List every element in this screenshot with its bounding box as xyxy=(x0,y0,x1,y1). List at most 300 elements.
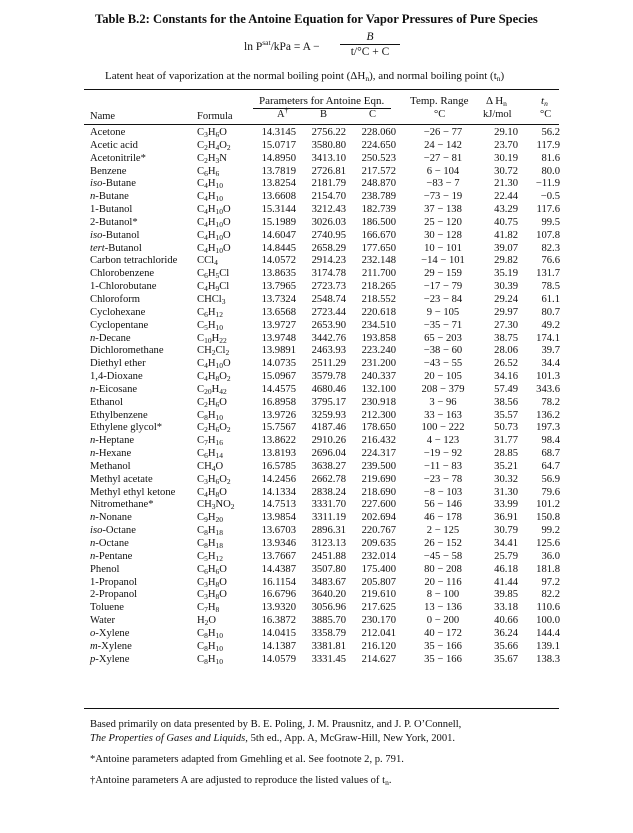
antoine-c: 212.041 xyxy=(361,627,396,639)
heat-of-vaporization: 39.07 xyxy=(494,242,518,254)
temp-range: −45 − 58 xyxy=(423,550,463,562)
species-name: n-Butane xyxy=(90,191,129,203)
bottom-rule xyxy=(84,708,559,709)
species-name: Methyl acetate xyxy=(90,473,153,485)
boiling-point: 100.0 xyxy=(536,615,560,627)
table-row xyxy=(0,307,633,320)
antoine-a: 14.0415 xyxy=(261,627,296,639)
species-formula: $CH_3NO_2$ xyxy=(197,499,235,512)
heat-of-vaporization: 31.30 xyxy=(494,486,518,498)
boiling-point: 97.2 xyxy=(541,576,560,588)
antoine-a: 13.7965 xyxy=(261,281,296,293)
species-name: 1-Propanol xyxy=(90,576,138,588)
species-name: Acetonitrile* xyxy=(90,152,146,164)
boiling-point: 138.3 xyxy=(536,653,560,665)
temp-range: 6 − 104 xyxy=(426,165,460,177)
species-formula: $H_2O$ xyxy=(197,615,217,628)
antoine-a: 13.8193 xyxy=(261,448,296,460)
heat-of-vaporization: 23.70 xyxy=(494,139,518,151)
equation-numerator: B xyxy=(366,31,374,43)
antoine-c: 232.148 xyxy=(361,255,396,267)
heat-of-vaporization: 31.77 xyxy=(494,435,518,447)
temp-range: 26 − 152 xyxy=(424,538,462,549)
antoine-b: 3026.03 xyxy=(311,216,346,228)
heat-of-vaporization: 46.18 xyxy=(494,563,518,575)
antoine-a: 15.7567 xyxy=(261,422,296,434)
table-row xyxy=(0,204,633,217)
species-formula: $C_3H_6O$ xyxy=(197,127,227,139)
a-col-header: A† xyxy=(277,105,289,120)
heat-of-vaporization: 35.66 xyxy=(494,640,518,652)
species-formula: $C_2H_4O_2$ xyxy=(197,139,231,152)
table-notes xyxy=(90,718,560,795)
species-formula: $C_4H_{10}O$ xyxy=(197,358,231,371)
temp-range: 80 − 208 xyxy=(424,563,462,575)
antoine-a: 15.0967 xyxy=(261,371,296,383)
species-name: Ethylene glycol* xyxy=(90,422,163,434)
boiling-point: 125.6 xyxy=(536,538,560,549)
temp-range: 100 − 222 xyxy=(421,422,465,434)
antoine-a: 13.7667 xyxy=(261,550,296,562)
antoine-b: 2662.78 xyxy=(311,473,346,485)
equation-fraction xyxy=(340,30,400,59)
table-row xyxy=(0,577,633,590)
antoine-parameters-header: Parameters for Antoine Eqn. xyxy=(259,95,385,107)
species-name: n-Hexane xyxy=(90,448,132,460)
table-row xyxy=(0,512,633,525)
table-row xyxy=(0,551,633,564)
table-row xyxy=(0,191,633,204)
boiling-point: 150.8 xyxy=(536,512,560,524)
heat-of-vaporization: 33.18 xyxy=(494,602,518,614)
heat-of-vaporization: 29.82 xyxy=(494,255,518,267)
antoine-c: 224.650 xyxy=(361,139,396,151)
antoine-c: 177.650 xyxy=(361,242,396,254)
species-formula: $C_2H_6O_2$ xyxy=(197,422,231,435)
boiling-point: 98.4 xyxy=(541,435,560,447)
species-formula: $C_2H_6O$ xyxy=(197,396,227,409)
boiling-point: 144.4 xyxy=(536,627,560,639)
heat-of-vaporization: 40.66 xyxy=(494,615,518,627)
species-name: n-Eicosane xyxy=(90,383,138,395)
boiling-point: 136.2 xyxy=(536,409,560,421)
species-formula: CCl$_4$ xyxy=(197,255,218,268)
table-row xyxy=(0,525,633,538)
temp-range: −43 − 55 xyxy=(423,358,463,370)
boiling-point: 78.2 xyxy=(541,396,560,408)
tn-unit-header: °C xyxy=(540,109,552,120)
species-formula: CHCl$_3$ xyxy=(197,293,226,306)
boiling-point: 343.6 xyxy=(536,383,560,395)
species-formula: $C_3H_8O$ xyxy=(197,589,227,602)
antoine-b: 3795.17 xyxy=(311,396,346,408)
antoine-b: 2838.24 xyxy=(311,486,346,498)
table-row xyxy=(0,281,633,294)
temp-range: 20 − 105 xyxy=(424,371,462,383)
temp-range: 56 − 146 xyxy=(424,499,462,511)
boiling-point: −0.5 xyxy=(540,191,560,203)
boiling-point: 99.2 xyxy=(541,525,560,537)
temp-range: 20 − 116 xyxy=(424,576,462,588)
antoine-c: 182.739 xyxy=(361,204,396,216)
antoine-a: 13.9891 xyxy=(261,345,296,357)
boiling-point: 80.0 xyxy=(541,165,560,177)
antoine-c: 175.400 xyxy=(361,563,396,575)
table-row xyxy=(0,268,633,281)
heat-of-vaporization: 30.79 xyxy=(494,525,518,537)
boiling-point: 117.6 xyxy=(536,204,560,216)
species-name: Benzene xyxy=(90,165,127,177)
temp-range: −83 − 7 xyxy=(426,178,460,190)
antoine-b: 3885.70 xyxy=(311,615,346,627)
table-row xyxy=(0,602,633,615)
antoine-a: 14.7513 xyxy=(261,499,296,511)
table-row xyxy=(0,641,633,654)
antoine-c: 202.694 xyxy=(361,512,396,524)
boiling-point: 131.7 xyxy=(536,268,560,280)
temp-range: −38 − 60 xyxy=(423,345,463,357)
antoine-a: 14.3145 xyxy=(261,127,296,138)
equation-denominator: t/°C + C xyxy=(350,46,390,58)
antoine-b: 2723.73 xyxy=(311,281,346,293)
table-row xyxy=(0,320,633,333)
species-name: 1-Butanol xyxy=(90,204,133,216)
species-name: 1,4-Dioxane xyxy=(90,371,143,383)
temp-range: −11 − 83 xyxy=(423,460,463,472)
temp-range: 33 − 163 xyxy=(424,409,462,421)
temp-range: −73 − 19 xyxy=(423,191,463,203)
antoine-b: 3212.43 xyxy=(311,204,346,216)
heat-of-vaporization: 29.10 xyxy=(494,127,518,138)
temp-range: 208 − 379 xyxy=(421,383,465,395)
heat-of-vaporization: 41.82 xyxy=(494,229,518,241)
antoine-a: 14.8445 xyxy=(261,242,296,254)
antoine-c: 223.240 xyxy=(361,345,396,357)
boiling-point: 101.2 xyxy=(536,499,560,511)
table-row xyxy=(0,345,633,358)
temp-range: 29 − 159 xyxy=(424,268,462,280)
antoine-c: 178.650 xyxy=(361,422,396,434)
table-row xyxy=(0,243,633,256)
species-formula: $C_7H_8$ xyxy=(197,602,220,615)
heat-of-vaporization: 27.30 xyxy=(494,319,518,331)
table-row xyxy=(0,333,633,346)
temp-range: 3 − 96 xyxy=(429,396,457,408)
antoine-b: 2181.79 xyxy=(311,178,346,190)
antoine-b: 2658.29 xyxy=(311,242,346,254)
antoine-a: 14.2456 xyxy=(261,473,296,485)
antoine-a: 13.8635 xyxy=(261,268,296,280)
antoine-b: 4187.46 xyxy=(311,422,346,434)
antoine-c: 224.317 xyxy=(361,448,396,460)
antoine-a: 16.1154 xyxy=(261,576,296,588)
antoine-c: 240.337 xyxy=(361,371,396,383)
dagger-note: †Antoine parameters A are adjusted to reproduce the listed values of $t_n$. xyxy=(90,775,392,787)
antoine-c: 219.690 xyxy=(361,473,396,485)
equation-lhs: $\ln P^{sat}$/kPa = A − xyxy=(244,38,320,53)
heat-of-vaporization: 30.39 xyxy=(494,281,518,293)
antoine-a: 14.1334 xyxy=(261,486,296,498)
species-name: Methanol xyxy=(90,460,131,472)
species-name: 1-Chlorobutane xyxy=(90,281,157,293)
antoine-a: 13.9727 xyxy=(261,319,296,331)
antoine-b: 2511.29 xyxy=(311,358,346,370)
antoine-a: 14.6047 xyxy=(261,229,296,241)
species-formula: $C_4H_{10}O$ xyxy=(197,229,231,242)
heat-of-vaporization: 40.75 xyxy=(494,216,518,228)
species-name: Ethylbenzene xyxy=(90,409,148,421)
temp-range: 13 − 136 xyxy=(424,602,462,614)
antoine-a: 13.7819 xyxy=(261,165,296,177)
table-row xyxy=(0,397,633,410)
boiling-point: 64.7 xyxy=(541,460,560,472)
temp-range: 0 − 200 xyxy=(426,615,460,627)
heat-of-vaporization: 30.72 xyxy=(494,165,518,177)
antoine-b: 3381.81 xyxy=(311,640,346,652)
heat-of-vaporization: 38.56 xyxy=(494,396,518,408)
antoine-b: 2653.90 xyxy=(311,319,346,331)
species-formula: $C_4H_8O_2$ xyxy=(197,371,231,384)
antoine-a: 14.0572 xyxy=(261,255,296,267)
boiling-point: 117.9 xyxy=(536,139,560,151)
antoine-c: 186.500 xyxy=(361,216,396,228)
antoine-a: 14.4387 xyxy=(261,563,296,575)
temp-range: 10 − 101 xyxy=(424,242,462,254)
species-formula: $C_8H_{10}$ xyxy=(197,640,223,653)
antoine-c: 205.807 xyxy=(361,576,396,588)
boiling-point: 68.7 xyxy=(541,448,560,460)
temp-unit-header: °C xyxy=(434,109,446,120)
boiling-point: 56.2 xyxy=(541,127,560,138)
c-col-header: C xyxy=(369,109,377,120)
temp-range: 35 − 166 xyxy=(424,653,462,665)
boiling-point: 56.9 xyxy=(541,473,560,485)
species-name: Chlorobenzene xyxy=(90,268,155,280)
formula-col-header: Formula xyxy=(197,111,233,122)
antoine-a: 13.6568 xyxy=(261,306,296,318)
table-title: Table B.2: Constants for the Antoine Equation for Vapor Pressures of Pure Species xyxy=(95,12,538,26)
antoine-c: 166.670 xyxy=(361,229,396,241)
table-row xyxy=(0,448,633,461)
temp-range: 8 − 100 xyxy=(426,589,460,601)
species-formula: $C_{10}H_{22}$ xyxy=(197,332,227,345)
antoine-b: 2463.93 xyxy=(311,345,346,357)
species-name: n-Decane xyxy=(90,332,131,344)
antoine-c: 228.060 xyxy=(361,127,396,138)
heat-of-vaporization: 57.49 xyxy=(494,383,518,395)
species-name: tert-Butanol xyxy=(90,242,142,254)
species-formula: $C_8H_{18}$ xyxy=(197,538,223,550)
temp-range: 40 − 172 xyxy=(424,627,462,639)
species-formula: $C_5H_{12}$ xyxy=(197,550,223,563)
antoine-c: 230.918 xyxy=(361,396,396,408)
species-name: Phenol xyxy=(90,563,120,575)
species-name: Acetone xyxy=(90,127,126,138)
boiling-point: −11.9 xyxy=(535,178,560,190)
heat-of-vaporization: 28.06 xyxy=(494,345,518,357)
species-formula: $C_8H_{18}$ xyxy=(197,525,223,538)
asterisk-note: *Antoine parameters adapted from Gmehling et al. See footnote 2, p. 791. xyxy=(90,754,404,765)
species-name: Water xyxy=(90,615,116,627)
table-row xyxy=(0,435,633,448)
species-formula: $C_4H_9Cl$ xyxy=(197,281,230,294)
antoine-c: 193.858 xyxy=(361,332,396,344)
heat-of-vaporization: 35.21 xyxy=(494,460,518,472)
boiling-point: 110.6 xyxy=(536,602,560,614)
antoine-b: 3507.80 xyxy=(311,563,346,575)
antoine-b: 2548.74 xyxy=(311,293,346,305)
species-name: m-Xylene xyxy=(90,640,132,652)
table-body xyxy=(0,127,633,666)
table-row xyxy=(0,217,633,230)
temp-range: −27 − 81 xyxy=(423,152,463,164)
antoine-b: 3123.13 xyxy=(311,538,346,549)
species-formula: $C_4H_{10}O$ xyxy=(197,216,231,229)
antoine-c: 217.572 xyxy=(361,165,396,177)
temp-range: 9 − 105 xyxy=(426,306,460,318)
antoine-b: 3483.67 xyxy=(311,576,346,588)
antoine-a: 13.9748 xyxy=(261,332,296,344)
boiling-point: 76.6 xyxy=(541,255,560,267)
table-row xyxy=(0,410,633,423)
heat-of-vaporization: 29.24 xyxy=(494,293,518,305)
temp-range: 46 − 178 xyxy=(424,512,462,524)
species-name: Chloroform xyxy=(90,293,141,305)
boiling-point: 39.7 xyxy=(541,345,560,357)
heat-of-vaporization: 33.99 xyxy=(494,499,518,511)
species-name: Toluene xyxy=(90,602,124,614)
antoine-c: 216.120 xyxy=(361,640,396,652)
species-name: p-Xylene xyxy=(90,653,130,665)
boiling-point: 139.1 xyxy=(536,640,560,652)
antoine-c: 250.523 xyxy=(361,152,396,164)
antoine-a: 13.7324 xyxy=(261,293,296,305)
antoine-b: 3638.27 xyxy=(311,460,346,472)
heat-of-vaporization: 30.19 xyxy=(494,152,518,164)
header-rule xyxy=(84,124,559,125)
temp-range: −23 − 78 xyxy=(423,473,463,485)
table-row xyxy=(0,358,633,371)
species-name: Diethyl ether xyxy=(90,358,146,370)
table-row xyxy=(0,384,633,397)
species-name: iso-Octane xyxy=(90,525,136,537)
antoine-b: 2896.31 xyxy=(311,525,346,537)
species-formula: $C_3H_8O$ xyxy=(197,576,227,589)
heat-of-vaporization: 28.85 xyxy=(494,448,518,460)
antoine-c: 220.767 xyxy=(361,525,396,537)
species-formula: $C_4H_{10}$ xyxy=(197,178,223,191)
species-name: Cyclohexane xyxy=(90,306,146,318)
boiling-point: 99.5 xyxy=(541,216,560,228)
antoine-b: 3413.10 xyxy=(311,152,346,164)
antoine-b: 3640.20 xyxy=(311,589,346,601)
boiling-point: 181.8 xyxy=(536,563,560,575)
antoine-c: 209.635 xyxy=(361,538,396,549)
antoine-b: 3311.19 xyxy=(311,512,346,524)
antoine-c: 218.265 xyxy=(361,281,396,293)
heat-of-vaporization: 35.57 xyxy=(494,409,518,421)
species-name: Cyclopentane xyxy=(90,319,149,331)
species-formula: $C_6H_6O$ xyxy=(197,563,227,576)
antoine-b: 2451.88 xyxy=(311,550,346,562)
b-col-header: B xyxy=(320,109,328,120)
antoine-b: 2914.23 xyxy=(311,255,346,267)
heat-of-vaporization: 29.97 xyxy=(494,306,518,318)
antoine-c: 238.789 xyxy=(361,191,396,203)
species-formula: $C_9H_{20}$ xyxy=(197,512,223,525)
species-name: n-Pentane xyxy=(90,550,133,562)
antoine-c: 219.610 xyxy=(361,589,396,601)
heat-of-vaporization: 35.67 xyxy=(494,653,518,665)
heat-of-vaporization: 36.24 xyxy=(494,627,518,639)
temp-range: −23 − 84 xyxy=(423,293,463,305)
heat-of-vaporization: 26.52 xyxy=(494,358,518,370)
species-formula: $C_6H_6$ xyxy=(197,165,220,178)
antoine-a: 16.3872 xyxy=(261,615,296,627)
species-formula: $C_8H_{10}$ xyxy=(197,409,223,422)
tn-header: $t_n$ xyxy=(541,95,548,108)
table-row xyxy=(0,166,633,179)
temp-range-header: Temp. Range xyxy=(410,95,469,107)
species-formula: $CH_2Cl_2$ xyxy=(197,345,230,358)
antoine-a: 13.9854 xyxy=(261,512,296,524)
antoine-b: 3331.70 xyxy=(311,499,346,511)
top-rule xyxy=(84,89,559,90)
boiling-point: 61.1 xyxy=(541,293,560,305)
antoine-c: 216.432 xyxy=(361,435,396,447)
table-row xyxy=(0,628,633,641)
antoine-b: 3580.80 xyxy=(311,139,346,151)
species-name: 2-Butanol* xyxy=(90,216,138,228)
heat-of-vaporization: 38.75 xyxy=(494,332,518,344)
species-formula: $C_2H_3N$ xyxy=(197,152,227,165)
species-name: Nitromethane* xyxy=(90,499,154,511)
species-name: Dichloromethane xyxy=(90,345,164,357)
antoine-b: 3358.79 xyxy=(311,627,346,639)
heat-of-vaporization: 22.44 xyxy=(494,191,518,203)
heat-of-vaporization: 25.79 xyxy=(494,550,518,562)
species-formula: $CH_4O$ xyxy=(197,460,224,473)
antoine-c: 214.627 xyxy=(361,653,396,665)
antoine-a: 13.9320 xyxy=(261,602,296,614)
heat-of-vaporization: 35.19 xyxy=(494,268,518,280)
species-formula: $C_4H_{10}O$ xyxy=(197,204,231,217)
species-formula: $C_{20}H_{42}$ xyxy=(197,383,227,396)
antoine-b: 3174.78 xyxy=(311,268,346,280)
species-name: n-Heptane xyxy=(90,435,135,447)
table-row xyxy=(0,538,633,551)
species-name: iso-Butanol xyxy=(90,229,140,241)
antoine-b: 2740.95 xyxy=(311,229,346,241)
species-name: Acetic acid xyxy=(90,139,138,151)
heat-of-vaporization: 34.41 xyxy=(494,538,518,549)
species-formula: $C_8H_{10}$ xyxy=(197,653,223,666)
table-row xyxy=(0,255,633,268)
antoine-c: 211.700 xyxy=(361,268,396,280)
species-formula: $C_6H_{12}$ xyxy=(197,306,223,319)
boiling-point: 82.2 xyxy=(541,589,560,601)
antoine-c: 239.500 xyxy=(361,460,396,472)
species-formula: $C_4H_8O$ xyxy=(197,486,227,499)
table-row xyxy=(0,178,633,191)
temp-range: −26 − 77 xyxy=(423,127,463,138)
antoine-b: 2723.44 xyxy=(311,306,346,318)
antoine-b: 3442.76 xyxy=(311,332,346,344)
table-row xyxy=(0,499,633,512)
table-row xyxy=(0,294,633,307)
boiling-point: 34.4 xyxy=(541,358,560,370)
heat-of-vaporization: 41.44 xyxy=(494,576,518,588)
